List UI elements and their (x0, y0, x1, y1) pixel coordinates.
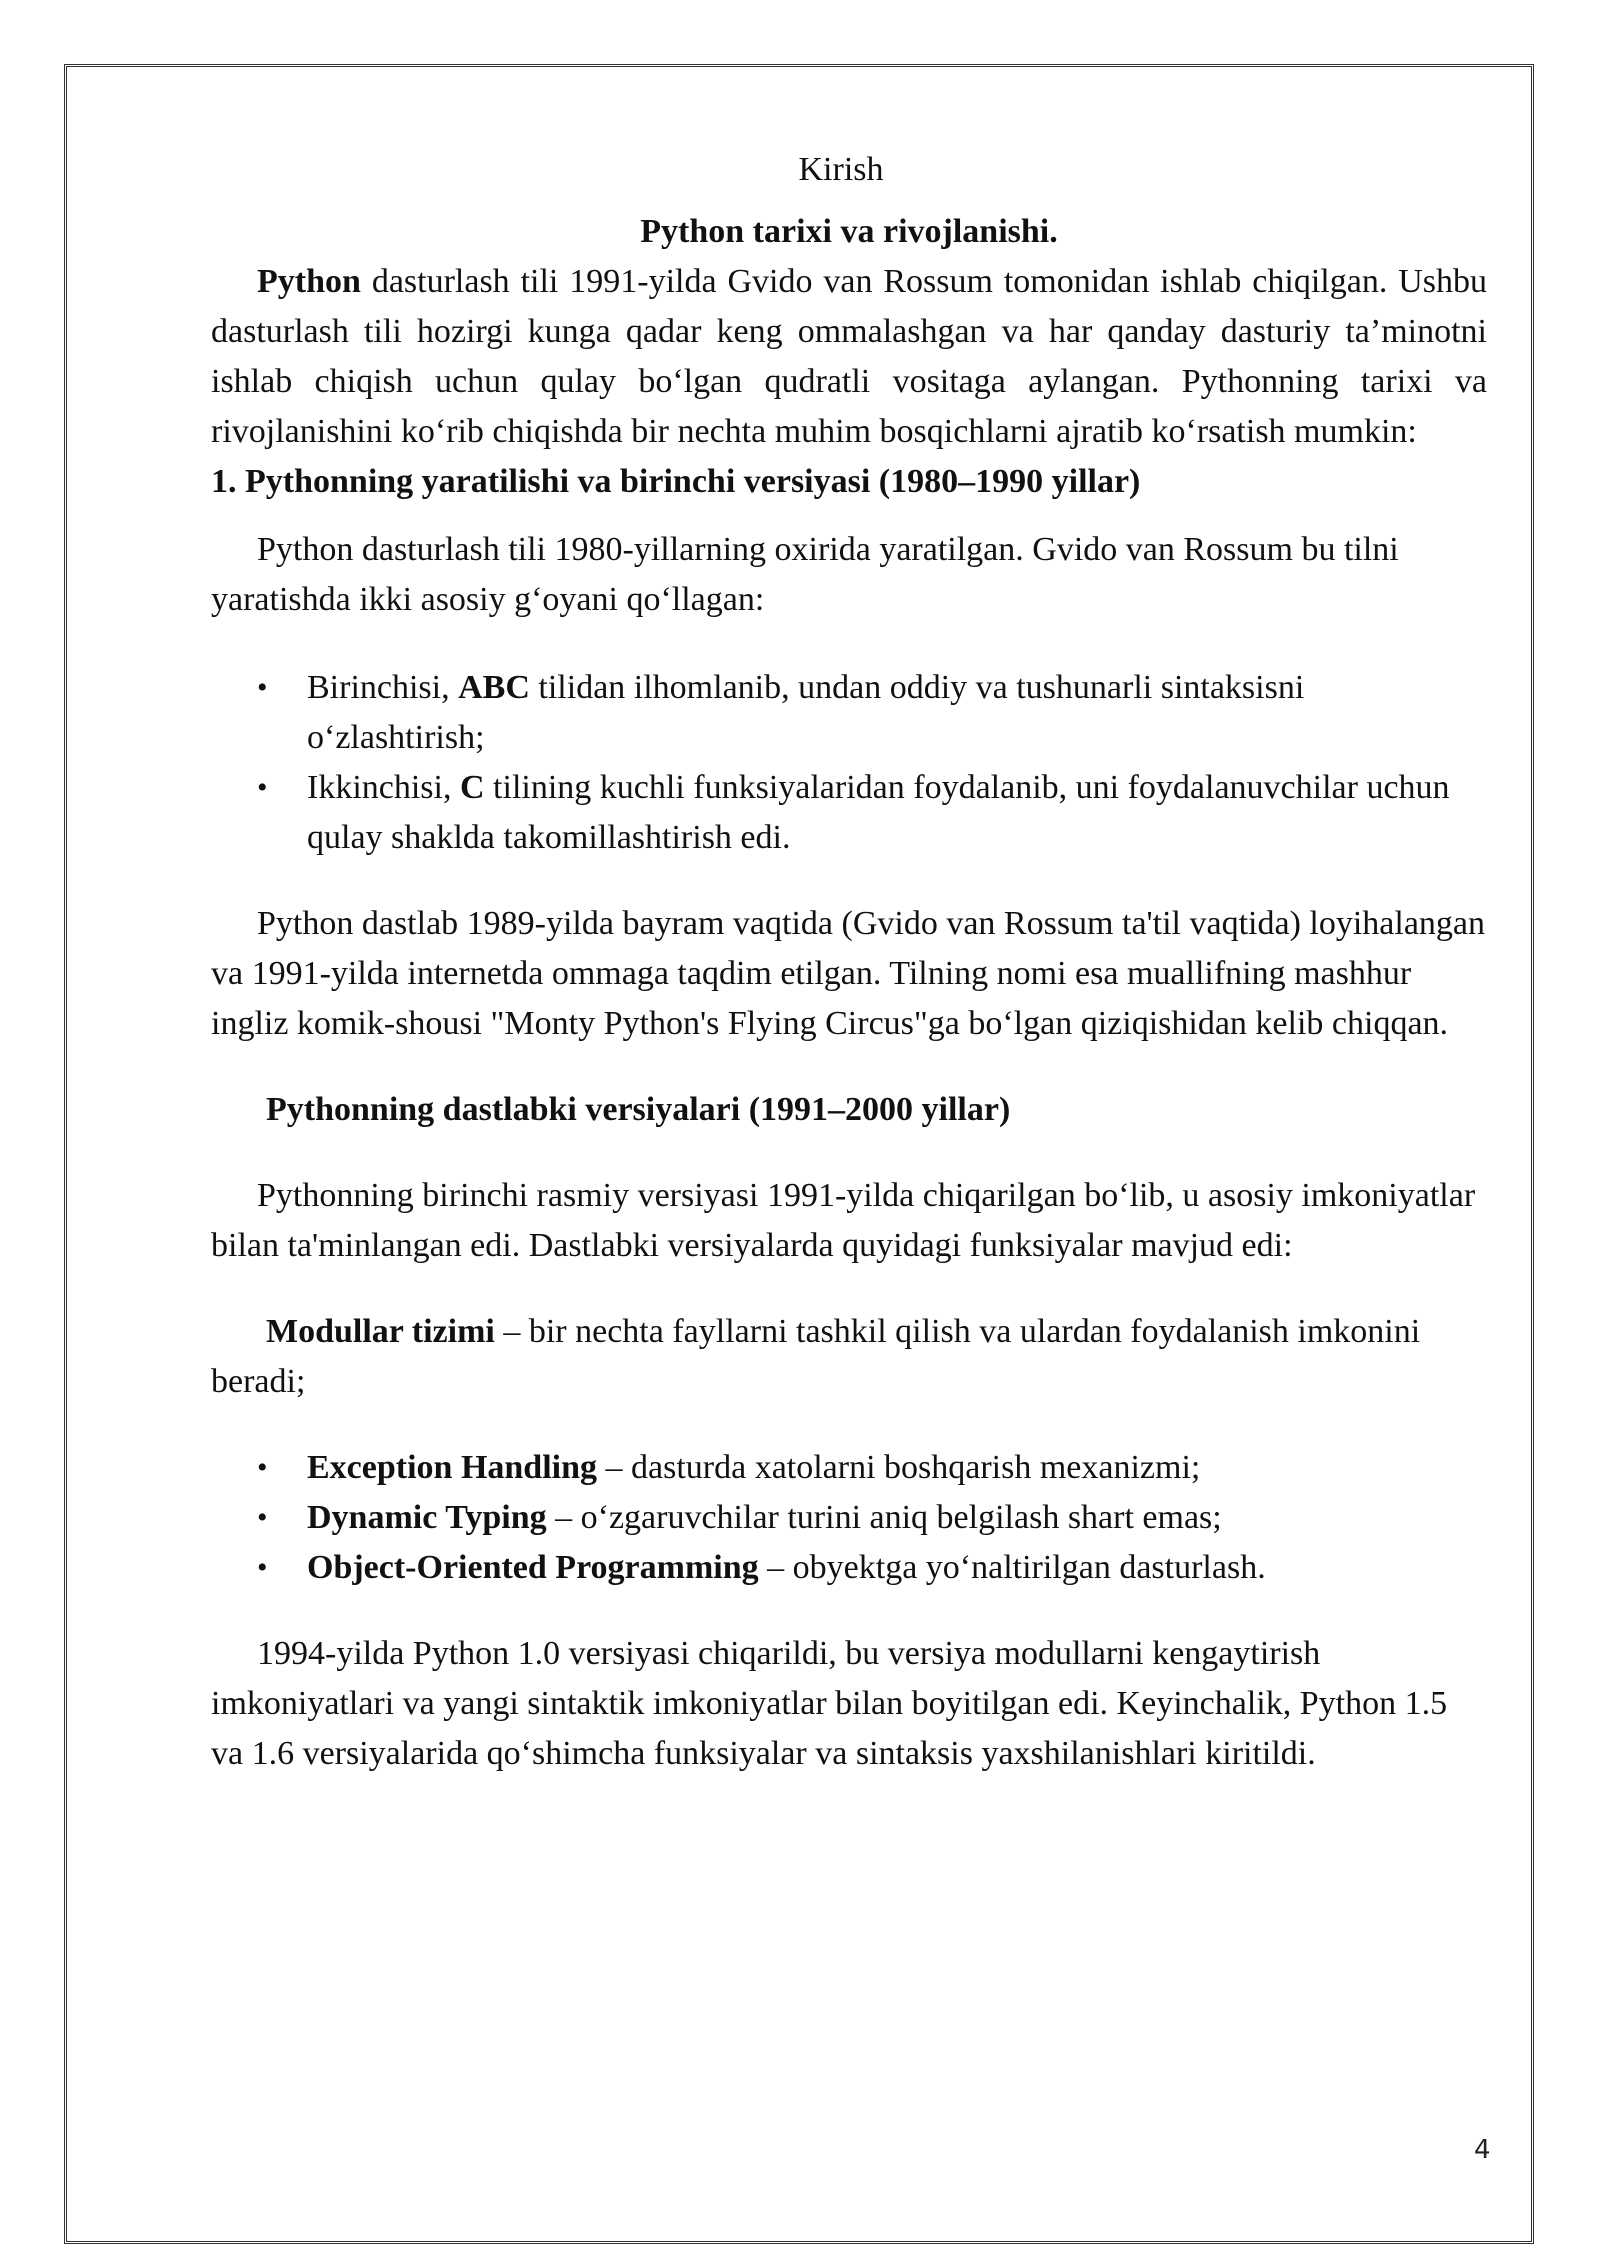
section2-paragraph-2: 1994-yilda Python 1.0 versiyasi chiqarildi, bu versiya modullarni kengaytirish imkoniyatlari va yangi sintaktik imkoniyatlar bilan boyitilgan edi. Keyinchalik, Python 1.5 va 1.6 versiyalarida qo‘shimcha funksiyalar va sintaksis yaxshilanishlari kiritildi. (211, 1635, 1448, 1772)
intro-paragraph (211, 257, 1487, 457)
intro-lead-bold: Python (257, 263, 361, 300)
kirish-heading: Kirish (798, 151, 884, 188)
section2-paragraph-1: Pythonning birinchi rasmiy versiyasi 1991-yilda chiqarilgan bo‘lib, u asosiy imkoniyatlar bilan ta'minlangan edi. Dastlabki versiyalarda quyidagi funksiyalar mavjud edi: (211, 1177, 1476, 1264)
section1-bullet-list (211, 663, 1487, 863)
section1-paragraph-1: Python dasturlash tili 1980-yillarning oxirida yaratilgan. Gvido van Rossum bu tilni yaratishda ikki asosiy g‘oyani qo‘llagan: (211, 531, 1399, 618)
modular-paragraph: Modullar tizimi – bir nechta fayllarni tashkil qilish va ulardan foydalanish imkonini beradi; (211, 1313, 1421, 1400)
list-item: • Exception Handling – dasturda xatolarni boshqarish mexanizmi; (307, 1443, 1487, 1493)
list-item: • Ikkinchisi, C tilining kuchli funksiyalaridan foydalanib, uni foydalanuvchilar uchun qulay shaklda takomillashtirish edi. (307, 763, 1487, 863)
section2-title: Pythonning dastlabki versiyalari (1991–2000 yillar) (266, 1091, 1011, 1128)
page-title: Python tarixi va rivojlanishi. (640, 213, 1058, 250)
list-item: • Dynamic Typing – o‘zgaruvchilar turini aniq belgilash shart emas; (307, 1493, 1487, 1543)
page-number: 4 (1474, 2135, 1491, 2165)
list-item: • Birinchisi, ABC tilidan ilhomlanib, undan oddiy va tushunarli sintaksisni o‘zlashtirish; (307, 663, 1487, 763)
document-body (211, 145, 1487, 1779)
section1-title: 1. Pythonning yaratilishi va birinchi versiyasi (1980–1990 yillar) (211, 463, 1141, 500)
section2-bullet-list (211, 1443, 1487, 1593)
section1-paragraph-2: Python dastlab 1989-yilda bayram vaqtida (Gvido van Rossum ta'til vaqtida) loyihalangan va 1991-yilda internetda ommaga taqdim etilgan. Tilning nomi esa muallifning mashhur ingliz komik-shousi "Monty Python's Flying Circus"ga bo‘lgan qiziqishidan kelib chiqqan. (211, 905, 1486, 1042)
list-item: • Object-Oriented Programming – obyektga yo‘naltirilgan dasturlash. (307, 1543, 1487, 1593)
intro-text: dasturlash tili 1991-yilda Gvido van Rossum tomonidan ishlab chiqilgan. Ushbu dasturlash tili hozirgi kunga qadar keng ommalashgan va har qanday dasturiy ta’minotni ishlab chiqish uchun qulay bo‘lgan qudratli vositaga aylangan. Pythonning tarixi va rivojlanishini ko‘rib chiqishda bir nechta muhim bosqichlarni ajratib ko‘rsatish mumkin: (211, 263, 1487, 450)
